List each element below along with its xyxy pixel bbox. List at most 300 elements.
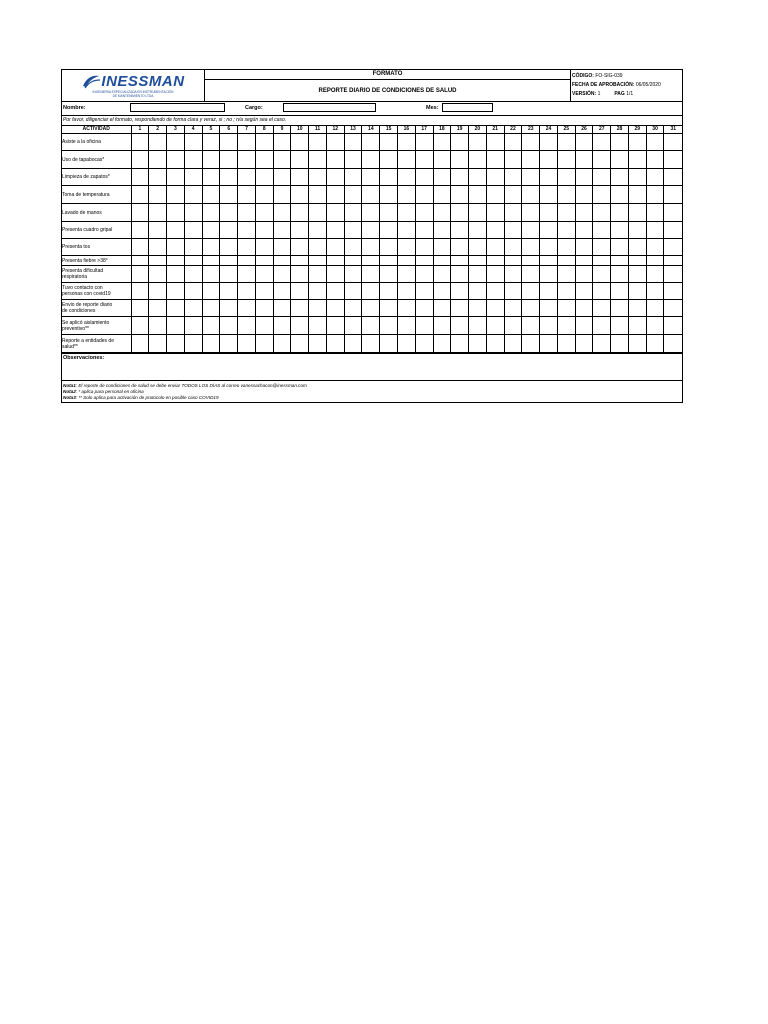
- day-cell[interactable]: [397, 317, 415, 335]
- day-cell[interactable]: [238, 239, 256, 256]
- day-cell[interactable]: [557, 204, 575, 222]
- day-cell[interactable]: [380, 204, 398, 222]
- day-cell[interactable]: [575, 222, 593, 239]
- day-cell[interactable]: [326, 151, 344, 169]
- day-cell[interactable]: [415, 283, 433, 300]
- day-cell[interactable]: [486, 300, 504, 317]
- day-cell[interactable]: [646, 335, 664, 353]
- day-cell[interactable]: [557, 134, 575, 151]
- day-cell[interactable]: [504, 266, 522, 283]
- day-cell[interactable]: [469, 283, 487, 300]
- day-cell[interactable]: [344, 317, 362, 335]
- day-cell[interactable]: [397, 283, 415, 300]
- day-cell[interactable]: [486, 317, 504, 335]
- day-cell[interactable]: [326, 169, 344, 186]
- day-cell[interactable]: [326, 335, 344, 353]
- day-cell[interactable]: [433, 300, 451, 317]
- day-cell[interactable]: [433, 317, 451, 335]
- day-cell[interactable]: [131, 204, 149, 222]
- day-cell[interactable]: [451, 186, 469, 204]
- day-cell[interactable]: [167, 266, 185, 283]
- day-cell[interactable]: [273, 169, 291, 186]
- day-cell[interactable]: [291, 283, 309, 300]
- day-cell[interactable]: [415, 151, 433, 169]
- day-cell[interactable]: [664, 283, 682, 300]
- day-cell[interactable]: [611, 134, 629, 151]
- day-cell[interactable]: [238, 204, 256, 222]
- day-cell[interactable]: [184, 239, 202, 256]
- day-cell[interactable]: [415, 266, 433, 283]
- day-cell[interactable]: [540, 151, 558, 169]
- day-cell[interactable]: [273, 300, 291, 317]
- day-cell[interactable]: [131, 283, 149, 300]
- day-cell[interactable]: [202, 186, 220, 204]
- day-cell[interactable]: [184, 222, 202, 239]
- day-cell[interactable]: [575, 317, 593, 335]
- day-cell[interactable]: [433, 204, 451, 222]
- day-cell[interactable]: [593, 283, 611, 300]
- day-cell[interactable]: [522, 204, 540, 222]
- day-cell[interactable]: [202, 222, 220, 239]
- day-cell[interactable]: [611, 222, 629, 239]
- day-cell[interactable]: [291, 239, 309, 256]
- day-cell[interactable]: [220, 186, 238, 204]
- day-cell[interactable]: [628, 300, 646, 317]
- day-cell[interactable]: [184, 317, 202, 335]
- day-cell[interactable]: [149, 151, 167, 169]
- day-cell[interactable]: [415, 300, 433, 317]
- day-cell[interactable]: [397, 151, 415, 169]
- day-cell[interactable]: [415, 134, 433, 151]
- day-cell[interactable]: [540, 169, 558, 186]
- day-cell[interactable]: [593, 151, 611, 169]
- day-cell[interactable]: [628, 151, 646, 169]
- day-cell[interactable]: [397, 134, 415, 151]
- day-cell[interactable]: [522, 186, 540, 204]
- day-cell[interactable]: [504, 256, 522, 266]
- day-cell[interactable]: [149, 335, 167, 353]
- day-cell[interactable]: [291, 134, 309, 151]
- day-cell[interactable]: [522, 151, 540, 169]
- day-cell[interactable]: [415, 169, 433, 186]
- day-cell[interactable]: [433, 283, 451, 300]
- day-cell[interactable]: [344, 222, 362, 239]
- day-cell[interactable]: [628, 222, 646, 239]
- day-cell[interactable]: [522, 256, 540, 266]
- day-cell[interactable]: [184, 266, 202, 283]
- day-cell[interactable]: [611, 283, 629, 300]
- day-cell[interactable]: [504, 283, 522, 300]
- day-cell[interactable]: [326, 134, 344, 151]
- day-cell[interactable]: [664, 256, 682, 266]
- day-cell[interactable]: [326, 300, 344, 317]
- day-cell[interactable]: [167, 134, 185, 151]
- day-cell[interactable]: [202, 335, 220, 353]
- day-cell[interactable]: [167, 317, 185, 335]
- day-cell[interactable]: [486, 186, 504, 204]
- day-cell[interactable]: [522, 335, 540, 353]
- day-cell[interactable]: [362, 151, 380, 169]
- day-cell[interactable]: [220, 300, 238, 317]
- day-cell[interactable]: [646, 169, 664, 186]
- day-cell[interactable]: [504, 239, 522, 256]
- day-cell[interactable]: [540, 239, 558, 256]
- day-cell[interactable]: [628, 317, 646, 335]
- day-cell[interactable]: [486, 134, 504, 151]
- day-cell[interactable]: [255, 222, 273, 239]
- day-cell[interactable]: [291, 266, 309, 283]
- day-cell[interactable]: [415, 335, 433, 353]
- day-cell[interactable]: [575, 300, 593, 317]
- day-cell[interactable]: [202, 266, 220, 283]
- day-cell[interactable]: [469, 335, 487, 353]
- day-cell[interactable]: [557, 317, 575, 335]
- day-cell[interactable]: [238, 300, 256, 317]
- day-cell[interactable]: [397, 335, 415, 353]
- day-cell[interactable]: [309, 256, 327, 266]
- day-cell[interactable]: [469, 186, 487, 204]
- day-cell[interactable]: [611, 317, 629, 335]
- day-cell[interactable]: [415, 222, 433, 239]
- day-cell[interactable]: [611, 256, 629, 266]
- day-cell[interactable]: [593, 256, 611, 266]
- day-cell[interactable]: [344, 204, 362, 222]
- day-cell[interactable]: [273, 186, 291, 204]
- day-cell[interactable]: [220, 266, 238, 283]
- day-cell[interactable]: [184, 169, 202, 186]
- day-cell[interactable]: [664, 186, 682, 204]
- day-cell[interactable]: [522, 283, 540, 300]
- nombre-field[interactable]: [130, 103, 225, 112]
- day-cell[interactable]: [540, 335, 558, 353]
- day-cell[interactable]: [646, 283, 664, 300]
- day-cell[interactable]: [611, 204, 629, 222]
- day-cell[interactable]: [397, 300, 415, 317]
- day-cell[interactable]: [397, 186, 415, 204]
- day-cell[interactable]: [557, 300, 575, 317]
- day-cell[interactable]: [255, 283, 273, 300]
- day-cell[interactable]: [433, 151, 451, 169]
- day-cell[interactable]: [557, 256, 575, 266]
- day-cell[interactable]: [557, 169, 575, 186]
- day-cell[interactable]: [238, 169, 256, 186]
- day-cell[interactable]: [309, 335, 327, 353]
- day-cell[interactable]: [380, 317, 398, 335]
- day-cell[interactable]: [309, 222, 327, 239]
- day-cell[interactable]: [575, 151, 593, 169]
- day-cell[interactable]: [380, 222, 398, 239]
- day-cell[interactable]: [469, 169, 487, 186]
- day-cell[interactable]: [184, 186, 202, 204]
- day-cell[interactable]: [593, 222, 611, 239]
- day-cell[interactable]: [664, 222, 682, 239]
- day-cell[interactable]: [397, 169, 415, 186]
- day-cell[interactable]: [540, 186, 558, 204]
- day-cell[interactable]: [309, 300, 327, 317]
- day-cell[interactable]: [611, 169, 629, 186]
- day-cell[interactable]: [540, 134, 558, 151]
- day-cell[interactable]: [415, 239, 433, 256]
- day-cell[interactable]: [309, 169, 327, 186]
- day-cell[interactable]: [646, 239, 664, 256]
- day-cell[interactable]: [238, 317, 256, 335]
- day-cell[interactable]: [540, 283, 558, 300]
- day-cell[interactable]: [415, 317, 433, 335]
- day-cell[interactable]: [504, 186, 522, 204]
- day-cell[interactable]: [326, 317, 344, 335]
- day-cell[interactable]: [522, 134, 540, 151]
- day-cell[interactable]: [628, 266, 646, 283]
- day-cell[interactable]: [202, 134, 220, 151]
- day-cell[interactable]: [273, 335, 291, 353]
- day-cell[interactable]: [415, 204, 433, 222]
- day-cell[interactable]: [131, 151, 149, 169]
- day-cell[interactable]: [469, 239, 487, 256]
- day-cell[interactable]: [397, 266, 415, 283]
- day-cell[interactable]: [522, 300, 540, 317]
- day-cell[interactable]: [131, 169, 149, 186]
- day-cell[interactable]: [184, 134, 202, 151]
- day-cell[interactable]: [486, 266, 504, 283]
- day-cell[interactable]: [557, 186, 575, 204]
- day-cell[interactable]: [202, 239, 220, 256]
- day-cell[interactable]: [646, 186, 664, 204]
- day-cell[interactable]: [469, 222, 487, 239]
- day-cell[interactable]: [646, 317, 664, 335]
- day-cell[interactable]: [664, 266, 682, 283]
- day-cell[interactable]: [486, 169, 504, 186]
- day-cell[interactable]: [593, 239, 611, 256]
- day-cell[interactable]: [255, 186, 273, 204]
- day-cell[interactable]: [575, 266, 593, 283]
- day-cell[interactable]: [362, 239, 380, 256]
- day-cell[interactable]: [504, 300, 522, 317]
- day-cell[interactable]: [664, 204, 682, 222]
- day-cell[interactable]: [664, 134, 682, 151]
- day-cell[interactable]: [202, 300, 220, 317]
- day-cell[interactable]: [362, 169, 380, 186]
- day-cell[interactable]: [344, 283, 362, 300]
- day-cell[interactable]: [202, 283, 220, 300]
- day-cell[interactable]: [664, 169, 682, 186]
- day-cell[interactable]: [220, 283, 238, 300]
- day-cell[interactable]: [433, 169, 451, 186]
- day-cell[interactable]: [326, 204, 344, 222]
- day-cell[interactable]: [451, 256, 469, 266]
- day-cell[interactable]: [397, 204, 415, 222]
- day-cell[interactable]: [291, 222, 309, 239]
- day-cell[interactable]: [167, 283, 185, 300]
- day-cell[interactable]: [131, 134, 149, 151]
- day-cell[interactable]: [433, 222, 451, 239]
- day-cell[interactable]: [309, 266, 327, 283]
- day-cell[interactable]: [273, 204, 291, 222]
- day-cell[interactable]: [504, 222, 522, 239]
- day-cell[interactable]: [575, 169, 593, 186]
- day-cell[interactable]: [344, 239, 362, 256]
- day-cell[interactable]: [149, 239, 167, 256]
- day-cell[interactable]: [149, 283, 167, 300]
- day-cell[interactable]: [628, 239, 646, 256]
- day-cell[interactable]: [149, 169, 167, 186]
- day-cell[interactable]: [540, 300, 558, 317]
- day-cell[interactable]: [451, 151, 469, 169]
- day-cell[interactable]: [167, 169, 185, 186]
- day-cell[interactable]: [486, 222, 504, 239]
- day-cell[interactable]: [149, 222, 167, 239]
- day-cell[interactable]: [451, 239, 469, 256]
- day-cell[interactable]: [131, 222, 149, 239]
- day-cell[interactable]: [504, 204, 522, 222]
- day-cell[interactable]: [504, 317, 522, 335]
- day-cell[interactable]: [469, 300, 487, 317]
- day-cell[interactable]: [628, 283, 646, 300]
- day-cell[interactable]: [451, 300, 469, 317]
- day-cell[interactable]: [575, 239, 593, 256]
- day-cell[interactable]: [291, 317, 309, 335]
- day-cell[interactable]: [593, 266, 611, 283]
- day-cell[interactable]: [628, 186, 646, 204]
- day-cell[interactable]: [344, 186, 362, 204]
- day-cell[interactable]: [575, 283, 593, 300]
- day-cell[interactable]: [664, 335, 682, 353]
- day-cell[interactable]: [184, 300, 202, 317]
- day-cell[interactable]: [220, 222, 238, 239]
- day-cell[interactable]: [380, 300, 398, 317]
- day-cell[interactable]: [486, 335, 504, 353]
- day-cell[interactable]: [167, 256, 185, 266]
- day-cell[interactable]: [522, 239, 540, 256]
- day-cell[interactable]: [469, 134, 487, 151]
- day-cell[interactable]: [220, 204, 238, 222]
- day-cell[interactable]: [309, 283, 327, 300]
- cargo-field[interactable]: [283, 103, 376, 112]
- day-cell[interactable]: [504, 151, 522, 169]
- day-cell[interactable]: [380, 169, 398, 186]
- day-cell[interactable]: [255, 239, 273, 256]
- observaciones-box[interactable]: [62, 353, 682, 381]
- day-cell[interactable]: [664, 151, 682, 169]
- day-cell[interactable]: [149, 256, 167, 266]
- day-cell[interactable]: [309, 151, 327, 169]
- day-cell[interactable]: [380, 239, 398, 256]
- day-cell[interactable]: [486, 151, 504, 169]
- day-cell[interactable]: [397, 222, 415, 239]
- day-cell[interactable]: [167, 204, 185, 222]
- day-cell[interactable]: [451, 335, 469, 353]
- day-cell[interactable]: [611, 151, 629, 169]
- day-cell[interactable]: [238, 266, 256, 283]
- day-cell[interactable]: [362, 186, 380, 204]
- day-cell[interactable]: [167, 222, 185, 239]
- day-cell[interactable]: [184, 335, 202, 353]
- day-cell[interactable]: [220, 335, 238, 353]
- day-cell[interactable]: [273, 266, 291, 283]
- day-cell[interactable]: [291, 300, 309, 317]
- day-cell[interactable]: [238, 256, 256, 266]
- day-cell[interactable]: [362, 300, 380, 317]
- day-cell[interactable]: [575, 186, 593, 204]
- day-cell[interactable]: [380, 134, 398, 151]
- day-cell[interactable]: [557, 335, 575, 353]
- day-cell[interactable]: [131, 266, 149, 283]
- day-cell[interactable]: [273, 239, 291, 256]
- day-cell[interactable]: [344, 169, 362, 186]
- day-cell[interactable]: [362, 283, 380, 300]
- day-cell[interactable]: [469, 256, 487, 266]
- day-cell[interactable]: [344, 335, 362, 353]
- day-cell[interactable]: [646, 151, 664, 169]
- day-cell[interactable]: [469, 151, 487, 169]
- day-cell[interactable]: [344, 256, 362, 266]
- day-cell[interactable]: [611, 266, 629, 283]
- day-cell[interactable]: [628, 335, 646, 353]
- day-cell[interactable]: [184, 204, 202, 222]
- day-cell[interactable]: [220, 151, 238, 169]
- day-cell[interactable]: [433, 134, 451, 151]
- day-cell[interactable]: [184, 151, 202, 169]
- day-cell[interactable]: [486, 283, 504, 300]
- day-cell[interactable]: [273, 134, 291, 151]
- day-cell[interactable]: [220, 134, 238, 151]
- day-cell[interactable]: [469, 204, 487, 222]
- day-cell[interactable]: [131, 256, 149, 266]
- day-cell[interactable]: [255, 266, 273, 283]
- day-cell[interactable]: [380, 151, 398, 169]
- day-cell[interactable]: [451, 222, 469, 239]
- day-cell[interactable]: [664, 300, 682, 317]
- day-cell[interactable]: [433, 186, 451, 204]
- day-cell[interactable]: [238, 222, 256, 239]
- day-cell[interactable]: [309, 204, 327, 222]
- day-cell[interactable]: [522, 222, 540, 239]
- day-cell[interactable]: [415, 256, 433, 266]
- day-cell[interactable]: [291, 186, 309, 204]
- day-cell[interactable]: [593, 204, 611, 222]
- day-cell[interactable]: [628, 169, 646, 186]
- day-cell[interactable]: [344, 266, 362, 283]
- day-cell[interactable]: [326, 222, 344, 239]
- day-cell[interactable]: [326, 239, 344, 256]
- day-cell[interactable]: [273, 256, 291, 266]
- day-cell[interactable]: [380, 266, 398, 283]
- day-cell[interactable]: [273, 151, 291, 169]
- day-cell[interactable]: [238, 335, 256, 353]
- day-cell[interactable]: [593, 300, 611, 317]
- day-cell[interactable]: [291, 169, 309, 186]
- day-cell[interactable]: [433, 266, 451, 283]
- day-cell[interactable]: [593, 169, 611, 186]
- day-cell[interactable]: [593, 186, 611, 204]
- day-cell[interactable]: [611, 239, 629, 256]
- day-cell[interactable]: [255, 317, 273, 335]
- day-cell[interactable]: [451, 317, 469, 335]
- day-cell[interactable]: [362, 266, 380, 283]
- day-cell[interactable]: [344, 151, 362, 169]
- day-cell[interactable]: [149, 134, 167, 151]
- day-cell[interactable]: [273, 222, 291, 239]
- day-cell[interactable]: [575, 134, 593, 151]
- day-cell[interactable]: [167, 186, 185, 204]
- day-cell[interactable]: [255, 169, 273, 186]
- day-cell[interactable]: [326, 186, 344, 204]
- day-cell[interactable]: [326, 256, 344, 266]
- day-cell[interactable]: [202, 204, 220, 222]
- day-cell[interactable]: [131, 239, 149, 256]
- day-cell[interactable]: [131, 300, 149, 317]
- day-cell[interactable]: [557, 222, 575, 239]
- day-cell[interactable]: [291, 151, 309, 169]
